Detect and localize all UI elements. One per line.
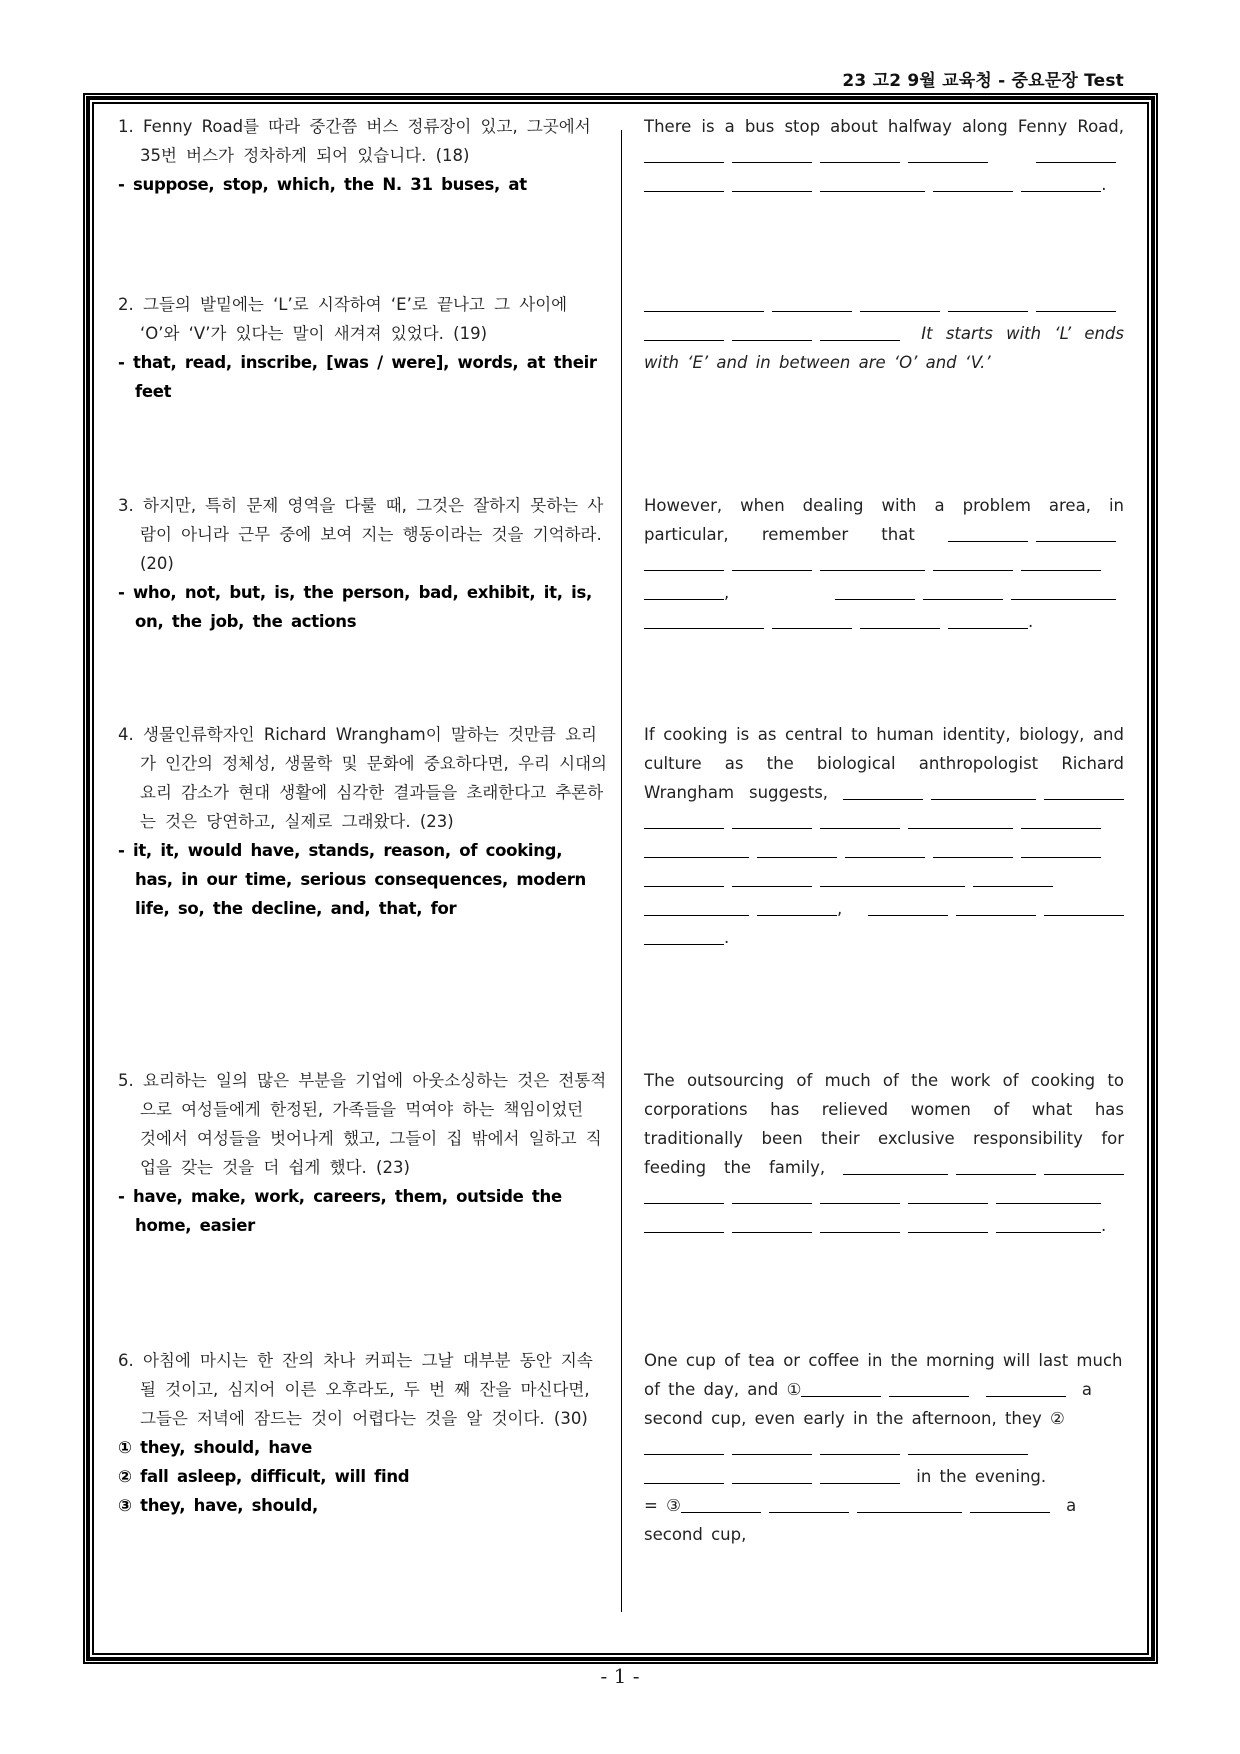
answer-blank[interactable]	[732, 1202, 812, 1204]
question-6-korean: 6. 아침에 마시는 한 잔의 차나 커피는 그날 대부분 동안 지속될 것이고, 심지어 이른 오후라도, 두 번 째 잔을 마신다면, 그들은 저녁에 잠드는 것이 어렵다는 것을 알 것이다. (30)	[118, 1351, 593, 1428]
answer-blank[interactable]	[644, 1453, 724, 1455]
answer-blank[interactable]	[948, 310, 1028, 312]
answer-blank[interactable]	[820, 1202, 900, 1204]
answer-blank[interactable]	[843, 1173, 948, 1175]
answer-blank[interactable]	[820, 1231, 900, 1233]
answer-blank[interactable]	[820, 1482, 900, 1484]
answer-blank[interactable]	[732, 827, 812, 829]
answer-blank[interactable]	[732, 569, 812, 571]
answer-blank[interactable]	[644, 190, 724, 192]
question-3-answer: However, when dealing with a problem area, in particular, remember that , .	[644, 496, 1124, 631]
answer-blank[interactable]	[644, 856, 749, 858]
answer-blank[interactable]	[1011, 598, 1116, 600]
answer-blank[interactable]	[1021, 569, 1101, 571]
answer-blank[interactable]	[757, 914, 837, 916]
question-4-answer: If cooking is as central to human identity, biology, and culture as the biological anthropologist Richard Wrangham suggests, , .	[644, 725, 1124, 947]
answer-blank[interactable]	[843, 798, 923, 800]
answer-blank[interactable]	[1044, 798, 1124, 800]
answer-blank[interactable]	[820, 569, 925, 571]
question-5-english-prefix: The outsourcing of much of the work of cooking to corporations has relieved women of what has traditionally been their exclusive responsibility for feeding the family,	[644, 1071, 1124, 1177]
answer-blank[interactable]	[644, 1231, 724, 1233]
question-2-answer	[644, 290, 1124, 377]
answer-blank[interactable]	[820, 339, 900, 341]
answer-blank[interactable]	[956, 1173, 1036, 1175]
answer-blank[interactable]	[1036, 161, 1116, 163]
answer-blank[interactable]	[908, 827, 1013, 829]
question-6-prompt	[118, 1346, 608, 1520]
answer-blank[interactable]	[801, 1395, 881, 1397]
answer-blank[interactable]	[1021, 190, 1101, 192]
answer-blank[interactable]	[757, 856, 837, 858]
answer-blank[interactable]	[732, 1482, 812, 1484]
answer-blank[interactable]	[732, 190, 812, 192]
answer-blank[interactable]	[845, 856, 925, 858]
answer-blank[interactable]	[644, 885, 724, 887]
answer-blank[interactable]	[860, 627, 940, 629]
answer-blank[interactable]	[908, 161, 988, 163]
question-3-hints: - who, not, but, is, the person, bad, exhibit, it, is, on, the job, the actions	[118, 583, 592, 631]
question-5-prompt	[118, 1066, 608, 1240]
answer-blank[interactable]	[933, 190, 1013, 192]
answer-blank[interactable]	[1036, 310, 1116, 312]
answer-blank[interactable]	[644, 1202, 724, 1204]
answer-blank[interactable]	[732, 1231, 812, 1233]
question-5-answer: The outsourcing of much of the work of cooking to corporations has relieved women of what has traditionally been their exclusive responsibility for feeding the family, .	[644, 1071, 1124, 1235]
answer-blank[interactable]	[644, 914, 749, 916]
question-3-korean: 3. 하지만, 특히 문제 영역을 다룰 때, 그것은 잘하지 못하는 사람이 아니라 근무 중에 보여 지는 행동이라는 것을 기억하라. (20)	[118, 496, 604, 573]
answer-blank[interactable]	[769, 1511, 849, 1513]
answer-blank[interactable]	[986, 1395, 1066, 1397]
question-6-hint-3: ③ they, have, should,	[118, 1496, 318, 1515]
answer-blank[interactable]	[1021, 827, 1101, 829]
question-6-answer: One cup of tea or coffee in the morning will last much of the day, and ① a second cup, even early in the afternoon, they ② in the evening. = ③ a second cup,	[644, 1351, 1123, 1544]
answer-blank[interactable]	[772, 310, 852, 312]
answer-blank[interactable]	[820, 827, 900, 829]
answer-blank[interactable]	[973, 885, 1053, 887]
answer-blank[interactable]	[644, 598, 724, 600]
answer-blank[interactable]	[868, 914, 948, 916]
question-2-prompt	[118, 290, 608, 406]
answer-blank[interactable]	[820, 161, 900, 163]
question-2-hints: - that, read, inscribe, [was / were], words, at their feet	[118, 353, 597, 401]
answer-blank[interactable]	[933, 856, 1013, 858]
question-4-hints: - it, it, would have, stands, reason, of cooking, has, in our time, serious consequences, modern life, so, the decline, and, that, for	[118, 841, 587, 918]
question-2-english-suffix: It starts with ‘L’ ends with ‘E’ and in between are ‘O’ and ‘V.’	[644, 324, 1124, 372]
answer-blank[interactable]	[820, 1453, 900, 1455]
question-5-hints: - have, make, work, careers, them, outside the home, easier	[118, 1187, 562, 1235]
document-title: 23 고2 9월 교육청 - 중요문장 Test	[842, 71, 1124, 91]
question-6-hint-1: ① they, should, have	[118, 1438, 312, 1457]
question-1-prompt	[118, 112, 608, 199]
answer-blank[interactable]	[908, 1453, 1028, 1455]
answer-blank[interactable]	[1044, 914, 1124, 916]
question-1-hints: - suppose, stop, which, the N. 31 buses, at	[118, 175, 527, 194]
answer-blank[interactable]	[644, 827, 724, 829]
answer-blank[interactable]	[948, 540, 1028, 542]
answer-blank[interactable]	[644, 569, 724, 571]
question-3-prompt	[118, 491, 608, 636]
question-1-answer: There is a bus stop about halfway along Fenny Road, .	[644, 117, 1124, 194]
column-divider	[621, 130, 622, 1612]
answer-blank[interactable]	[860, 310, 940, 312]
answer-blank[interactable]	[644, 627, 764, 629]
answer-blank[interactable]	[772, 627, 852, 629]
question-1-korean: 1. Fenny Road를 따라 중간쯤 버스 정류장이 있고, 그곳에서 35번 버스가 정차하게 되어 있습니다. (18)	[118, 117, 591, 165]
answer-blank[interactable]	[933, 569, 1013, 571]
question-5-korean: 5. 요리하는 일의 많은 부분을 기업에 아웃소싱하는 것은 전통적으로 여성들에게 한정된, 가족들을 먹여야 하는 책임이었던 것에서 여성들을 벗어나게 했고, 그들이 집 밖에서 일하고 직업을 갖는 것을 더 쉽게 했다. (23)	[118, 1071, 607, 1177]
question-4-korean: 4. 생물인류학자인 Richard Wrangham이 말하는 것만큼 요리가 인간의 정체성, 생물학 및 문화에 중요하다면, 우리 시대의 요리 감소가 현대 생활에 심각한 결과들을 초래한다고 추론하는 것은 당연하고, 실제로 그래왔다. (23)	[118, 725, 607, 831]
answer-blank[interactable]	[996, 1202, 1101, 1204]
answer-blank[interactable]	[644, 161, 724, 163]
answer-blank[interactable]	[644, 1482, 724, 1484]
answer-blank[interactable]	[908, 1202, 988, 1204]
answer-blank[interactable]	[644, 943, 724, 945]
answer-blank[interactable]	[820, 885, 965, 887]
question-2-korean: 2. 그들의 발밑에는 ‘L’로 시작하여 ‘E’로 끝나고 그 사이에 ‘O’와 ‘V’가 있다는 말이 새겨져 있었다. (19)	[118, 295, 568, 343]
answer-blank[interactable]	[970, 1511, 1050, 1513]
answer-blank[interactable]	[857, 1511, 962, 1513]
answer-blank[interactable]	[681, 1511, 761, 1513]
question-3-english-prefix: However, when dealing with a problem area, in particular, remember that	[644, 496, 1124, 544]
question-4-prompt	[118, 720, 608, 923]
answer-blank[interactable]	[732, 161, 812, 163]
answer-blank[interactable]	[948, 627, 1028, 629]
answer-blank[interactable]	[923, 598, 1003, 600]
answer-blank[interactable]	[956, 914, 1036, 916]
answer-blank[interactable]	[1044, 1173, 1124, 1175]
answer-blank[interactable]	[732, 339, 812, 341]
answer-blank[interactable]	[1021, 856, 1101, 858]
answer-blank[interactable]	[908, 1231, 988, 1233]
page-number: - 1 -	[600, 1664, 640, 1688]
answer-blank[interactable]	[931, 798, 1036, 800]
answer-blank[interactable]	[644, 310, 764, 312]
answer-blank[interactable]	[732, 1453, 812, 1455]
answer-blank[interactable]	[1036, 540, 1116, 542]
answer-blank[interactable]	[835, 598, 915, 600]
question-1-english-prefix: There is a bus stop about halfway along Fenny Road,	[644, 117, 1124, 136]
question-4-english-prefix: If cooking is as central to human identity, biology, and culture as the biological anthropologist Richard Wrangham suggests,	[644, 725, 1124, 802]
answer-blank[interactable]	[889, 1395, 969, 1397]
question-6-hint-2: ② fall asleep, difficult, will find	[118, 1467, 410, 1486]
answer-blank[interactable]	[644, 339, 724, 341]
answer-blank[interactable]	[820, 190, 925, 192]
answer-blank[interactable]	[732, 885, 812, 887]
answer-blank[interactable]	[996, 1231, 1101, 1233]
